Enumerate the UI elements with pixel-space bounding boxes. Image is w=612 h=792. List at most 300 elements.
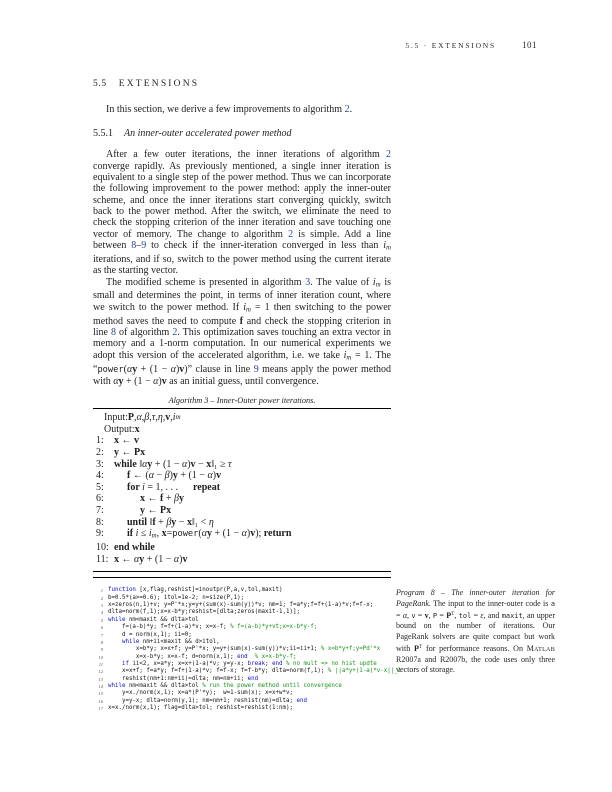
text-segment: x xyxy=(161,528,167,540)
text-segment: P xyxy=(432,612,438,621)
text-segment: α xyxy=(173,553,180,565)
code-line-number: 3 xyxy=(100,603,103,609)
text-segment: end xyxy=(272,660,283,667)
text-segment: break xyxy=(247,660,266,667)
text-segment: 9 xyxy=(253,363,259,375)
text-segment: x xyxy=(140,493,145,505)
text-segment: d = norm(x,1); ii=0; xyxy=(108,631,192,638)
text-segment: β xyxy=(164,470,170,482)
text-segment: + xyxy=(155,516,167,528)
text-segment: τ xyxy=(227,458,232,470)
text-segment: P xyxy=(127,412,134,424)
text-segment: i xyxy=(343,349,347,361)
algorithm-line xyxy=(96,528,391,542)
text-segment: i xyxy=(383,240,387,252)
text-segment: + (1 − xyxy=(137,363,171,375)
text-segment: ) xyxy=(175,363,180,375)
text-segment: % ||a*y+(1-a)*v-x||_1 xyxy=(327,668,402,675)
text-segment: is small and determines the point, in terms of inner iteration count, where we switch to the power method. If xyxy=(93,276,392,313)
code-line xyxy=(93,595,393,602)
text-segment: 3 xyxy=(305,276,311,288)
code-line-number: 16 xyxy=(98,698,103,704)
text-segment: α xyxy=(142,458,148,470)
text-segment: − xyxy=(176,516,187,528)
text-segment: tol xyxy=(458,612,472,621)
subsection-number: 5.5.1 xyxy=(93,128,113,140)
code-line xyxy=(93,609,393,616)
algorithm-input-line xyxy=(96,412,391,424)
text-segment: Px xyxy=(134,447,146,458)
text-segment: + (1 − xyxy=(177,470,208,482)
text-segment: Program 8 – The inner-outer iteration for PageRank. xyxy=(396,588,555,608)
text-segment: Px xyxy=(160,504,172,516)
text-segment: ≤ xyxy=(138,528,149,540)
text-segment: i xyxy=(172,412,176,424)
text-segment: β xyxy=(144,412,150,424)
text-segment: T xyxy=(451,611,455,618)
text-segment: f xyxy=(152,516,156,528)
text-segment: if xyxy=(121,660,129,667)
algorithm-line xyxy=(96,542,391,554)
text-segment: y xyxy=(172,470,178,482)
text-segment: ← xyxy=(119,435,134,447)
text-segment: = 1, . . . xyxy=(144,481,194,493)
text-segment: After a few outer iterations, the inner iterations of algorithm xyxy=(106,149,386,161)
text-segment: x=b*y; x=x+f; y=P'*x; y=y+(sum(x)-sum(y))*v;ii=ii+1; xyxy=(108,646,321,653)
text-segment: . xyxy=(349,104,353,115)
text-segment: m xyxy=(386,244,391,252)
text-segment: m xyxy=(375,281,381,289)
text-segment: η xyxy=(157,412,163,424)
text-segment: nm<maxit && dlta>tol xyxy=(125,616,199,623)
text-segment: end xyxy=(296,697,307,704)
text-segment: ← xyxy=(145,493,160,505)
text-segment: + (1 − xyxy=(123,375,154,387)
running-title: 5.5 · EXTENSIONS xyxy=(405,41,496,50)
text-segment: α xyxy=(181,458,188,470)
subsection-heading xyxy=(93,128,391,139)
text-segment: end xyxy=(237,653,248,660)
code-line xyxy=(93,646,393,653)
text-segment: m xyxy=(346,354,352,362)
text-segment: x xyxy=(114,435,119,447)
code-line-content xyxy=(108,654,297,661)
text-segment: , xyxy=(156,528,162,540)
text-segment: function xyxy=(108,587,136,594)
text-segment: y xyxy=(147,458,153,470)
code-line-content xyxy=(108,595,244,602)
text-segment: repeat xyxy=(193,481,221,493)
text-segment: m xyxy=(246,306,251,314)
algorithm-line-content xyxy=(114,505,171,517)
text-segment: . This optimization saves touching an extra vector in memory and a 1-norm computation. In our numerical experiments we adopt this version of the accelerated algorithm, i.e. we take xyxy=(93,327,392,361)
text-segment: 9 xyxy=(141,240,147,252)
text-segment: α xyxy=(170,363,176,375)
text-segment: x xyxy=(134,423,140,435)
algorithm-line-number: 10: xyxy=(96,542,109,554)
algorithm-line-number: 9: xyxy=(96,528,104,540)
text-segment: ) xyxy=(212,470,217,482)
text-segment: ) xyxy=(158,375,162,387)
text-segment: x=x+f; f=a*y; f=f+(1-a)*v; f=f-x; f=f-b*y; dlta=norm(f,1); xyxy=(108,668,328,675)
text-segment: i xyxy=(148,528,152,540)
text-segment: + (1 − xyxy=(144,553,174,565)
text-segment: P xyxy=(414,644,419,654)
algorithm-line-number: 6: xyxy=(96,493,104,505)
text-segment: i xyxy=(142,481,145,493)
text-segment: , xyxy=(407,611,412,621)
text-segment: reshist(nm+1:nm+ii)=dlta; nm=nm+ii; xyxy=(108,675,248,682)
algorithm-line xyxy=(96,470,391,482)
code-line-number: 13 xyxy=(98,676,103,682)
text-segment: ‖₁ < xyxy=(191,516,209,528)
text-segment: . The value of xyxy=(310,276,373,288)
text-segment: end xyxy=(247,675,259,682)
running-header xyxy=(93,40,537,50)
algorithm-box xyxy=(93,396,391,578)
text-segment: ε xyxy=(480,611,484,621)
algorithm-line-number: 5: xyxy=(96,481,104,493)
subsection-title: An inner-outer accelerated power method xyxy=(124,128,292,140)
text-segment: Matlab xyxy=(526,644,555,654)
text-segment: % f=(a-b)*y+vt;x=x-b*y-f; xyxy=(230,624,318,631)
text-segment: y xyxy=(140,504,145,516)
text-segment: is simple. Add a line between xyxy=(93,228,391,252)
text-segment: v xyxy=(411,612,416,621)
text-segment: ( xyxy=(198,528,202,540)
text-segment: nm<maxit && dlta>tol xyxy=(125,682,203,689)
text-segment: y xyxy=(178,493,184,505)
text-segment: x xyxy=(186,516,192,528)
text-segment: % x=b*y+f;y=Pd'*x xyxy=(320,646,381,653)
text-segment: power xyxy=(172,529,199,540)
text-segment: while xyxy=(108,616,126,623)
section-title: EXTENSIONS xyxy=(118,79,200,89)
text-segment: v xyxy=(165,412,171,424)
text-segment: and check the stopping criterion in line xyxy=(93,315,391,338)
code-line xyxy=(93,661,393,668)
text-segment: m xyxy=(151,532,157,540)
text-segment: i xyxy=(243,301,247,313)
text-segment: – xyxy=(136,240,142,252)
text-segment: T xyxy=(418,644,423,651)
code-line-number: 15 xyxy=(98,691,103,697)
code-line-content xyxy=(108,602,373,609)
text-segment: while xyxy=(108,682,126,689)
text-segment: y=y-x; dlta=norm(y,1); nm=nm+1; reshist(nm)=dlta; xyxy=(108,697,297,704)
code-line xyxy=(93,690,393,697)
text-segment: 2 xyxy=(344,104,350,115)
text-segment: α xyxy=(126,363,133,375)
text-segment: nm+ii<maxit && d>itol, xyxy=(139,638,220,645)
text-segment: v xyxy=(161,375,167,387)
code-line-content xyxy=(108,668,401,675)
text-segment: , xyxy=(170,412,173,424)
text-segment: ii<2, x=a*y; x=x+(1-a)*v; y=y-x; xyxy=(128,660,248,667)
text-segment: for performance reasons. On xyxy=(422,644,527,654)
code-line-number: 11 xyxy=(98,661,103,667)
text-segment: The input to the inner-outer code is xyxy=(430,598,551,608)
code-line-content xyxy=(108,676,258,683)
code-line xyxy=(93,587,393,594)
code-line-content xyxy=(108,698,307,705)
algorithm-line-number: 1: xyxy=(96,435,104,447)
text-segment: α xyxy=(207,470,213,482)
code-line-content xyxy=(108,587,283,594)
text-segment: y xyxy=(171,516,177,528)
code-line-number: 4 xyxy=(100,610,103,616)
code-line xyxy=(93,624,393,631)
section-number: 5.5 xyxy=(93,79,107,89)
algorithm-caption: Algorithm 3 – Inner-Outer power iterations. xyxy=(168,396,316,406)
code-line-content xyxy=(108,617,199,624)
text-segment: v xyxy=(134,435,139,447)
algorithm-line-content xyxy=(114,493,184,505)
algorithm-line-content xyxy=(114,470,221,482)
code-line xyxy=(93,698,393,705)
code-line xyxy=(93,632,393,639)
text-segment: 2 xyxy=(386,149,391,161)
text-segment: ) xyxy=(169,470,173,482)
text-segment: a xyxy=(550,599,555,608)
text-segment: for xyxy=(127,481,143,493)
section-heading xyxy=(93,79,391,89)
code-line xyxy=(93,683,393,690)
algorithm-line-number: 11: xyxy=(96,553,109,565)
text-segment: , xyxy=(454,611,459,621)
text-segment: iterations, and if so, switch to the power method using the current iterate as the starting vector. xyxy=(93,253,391,277)
code-listing xyxy=(93,587,402,712)
text-segment: α xyxy=(148,470,154,482)
text-column xyxy=(93,79,555,712)
text-segment: 2 xyxy=(288,228,294,240)
text-segment: ‖₁ ≥ xyxy=(211,458,228,470)
text-segment: f xyxy=(239,315,244,327)
text-segment: ); xyxy=(255,528,264,540)
code-line-number: 7 xyxy=(100,632,103,638)
text-segment: ) xyxy=(179,553,183,565)
text-segment: v xyxy=(216,470,222,482)
text-segment: dlta=norm(f,1);x=x-b*y;reshist=[dlta;zeros(maxit-1,1)]; xyxy=(108,609,300,616)
algorithm-lines xyxy=(96,435,391,565)
text-segment: y xyxy=(206,528,212,540)
text-segment: β xyxy=(166,516,172,528)
text-segment xyxy=(248,654,255,660)
text-segment: R2007a and R2007b, the code uses only three vectors of storage. xyxy=(396,654,555,674)
page-number: 101 xyxy=(522,40,537,50)
text-segment: % no mult => no hist updte xyxy=(286,660,377,667)
text-segment: , an upper bound on the number of iterations. Our PageRank solvers are quite compact but work with xyxy=(396,611,555,654)
text-segment: P xyxy=(446,611,452,621)
algorithm-line-number: 2: xyxy=(96,447,104,458)
algorithm-line-content xyxy=(114,447,145,459)
text-segment: maxit xyxy=(501,612,523,621)
text-segment: α xyxy=(136,412,142,424)
algorithm-line-number: 7: xyxy=(96,504,104,516)
code-line-content xyxy=(108,683,342,690)
code-line-content xyxy=(108,705,293,712)
text-segment: 2 xyxy=(172,327,178,338)
text-segment xyxy=(108,661,122,667)
text-segment: − xyxy=(195,458,207,470)
text-segment: % x=x-b*y-f; xyxy=(254,653,297,660)
algorithm-line xyxy=(96,493,391,505)
code-line-number: 8 xyxy=(100,639,103,645)
text-segment: % run the power method until convergence xyxy=(202,682,342,689)
code-line xyxy=(93,668,402,675)
text-segment: f xyxy=(160,493,164,505)
algorithm-line-content xyxy=(114,459,232,471)
text-segment: = xyxy=(396,611,403,621)
text-segment: y xyxy=(114,447,119,458)
text-segment: power xyxy=(97,364,124,375)
text-segment: x=zeros(n,1)+v; y=P'*x;y=y+(sum(x)-sum(y))*v; nm=1; f=a*y;f=f+(1-a)*v;f=f-x; xyxy=(108,602,374,609)
code-line-number: 10 xyxy=(98,654,103,660)
algorithm-line-content xyxy=(114,435,139,447)
algorithm-line-content xyxy=(114,517,214,529)
intro-paragraph xyxy=(93,104,391,115)
text-segment: ‖ xyxy=(147,516,153,528)
text-segment: means apply the power method with xyxy=(93,363,391,387)
algorithm-line xyxy=(96,482,391,494)
code-line xyxy=(93,602,393,609)
algorithm-line xyxy=(96,459,391,471)
text-segment: β xyxy=(173,493,179,505)
algorithm-line-content xyxy=(114,482,220,494)
text-segment: , xyxy=(149,412,152,424)
text-segment: x xyxy=(206,458,212,470)
text-segment: f=(a-b)*y; f=f+(1-a)*v; x=x-f; xyxy=(108,624,231,631)
text-segment: f xyxy=(127,470,131,482)
text-segment: α xyxy=(113,375,119,387)
algorithm-line xyxy=(96,517,391,529)
text-segment: = xyxy=(437,611,447,621)
text-segment: τ xyxy=(151,412,156,424)
code-line-content xyxy=(108,639,220,646)
text-segment: end while xyxy=(114,542,155,554)
code-line-content xyxy=(108,624,317,631)
text-segment: + (1 − xyxy=(152,458,182,470)
text-segment: y xyxy=(132,363,138,375)
text-segment: α xyxy=(402,611,408,621)
body-paragraph-2 xyxy=(93,277,391,388)
text-segment: as an initial guess, until convergence. xyxy=(166,375,319,387)
text-segment: , xyxy=(428,611,433,621)
text-segment: α xyxy=(241,528,247,540)
code-line-number: 9 xyxy=(100,647,103,653)
text-segment: α xyxy=(153,375,159,387)
text-segment: ← xyxy=(145,504,160,516)
text-segment: = xyxy=(415,611,425,621)
body-paragraph-1 xyxy=(93,149,391,276)
text-segment: ‖ xyxy=(136,458,143,470)
text-segment: = xyxy=(471,611,481,621)
code-line-content xyxy=(108,661,377,668)
algorithm-line-content xyxy=(114,528,291,542)
text-segment: ( xyxy=(123,363,127,375)
margin-note xyxy=(396,588,555,675)
text-segment: to check if the inner-iteration converged in less than xyxy=(146,240,384,252)
text-segment: = 1. The “ xyxy=(93,349,391,375)
text-segment: α xyxy=(134,553,140,565)
text-segment: y xyxy=(118,375,124,387)
text-segment: , xyxy=(134,412,137,424)
listing-top-rule xyxy=(93,577,391,578)
text-segment: x=x./norm(x,1); flag=dlta>tol; reshist=reshist(1:nm); xyxy=(108,704,293,711)
algorithm-line-number: 4: xyxy=(96,470,104,482)
text-segment: ) xyxy=(246,528,251,540)
text-segment: return xyxy=(263,528,292,540)
code-line-content xyxy=(108,690,293,697)
text-segment: v xyxy=(190,458,196,470)
text-segment: , xyxy=(162,412,166,424)
text-segment: y xyxy=(139,553,145,565)
text-segment: 8 xyxy=(111,327,117,338)
text-segment: ) xyxy=(187,458,191,470)
text-segment: , and xyxy=(483,611,502,621)
text-segment: x=x-b*y; x=x-f; d=norm(x,1); xyxy=(108,653,238,660)
algorithm-line xyxy=(96,554,391,566)
text-segment: [x,flag,reshist]=inoutpr(P,a,v,tol,maxit) xyxy=(135,587,283,594)
algorithm-line xyxy=(96,505,391,517)
text-segment: Input: xyxy=(104,412,128,424)
program-section xyxy=(93,587,555,712)
code-line-number: 12 xyxy=(98,669,103,675)
code-line-content xyxy=(108,609,300,616)
text-segment: y=x./norm(x,1); x=a*(P'*y); w=1-sum(x); x=x+w*v; xyxy=(108,690,293,697)
text-segment: b=0.5*(a>=0.6); itol=1e-2; n=size(P,1); xyxy=(108,594,245,601)
code-line-number: 14 xyxy=(98,683,103,689)
code-line xyxy=(93,654,393,661)
text-segment: m xyxy=(175,414,181,422)
text-segment: until xyxy=(127,516,148,528)
text-segment: )” clause in line xyxy=(184,363,254,375)
text-segment: of algorithm xyxy=(116,327,173,338)
text-segment: 8 xyxy=(131,240,137,252)
algorithm-line xyxy=(96,447,391,459)
code-line xyxy=(93,676,393,683)
code-line-number: 6 xyxy=(100,625,103,631)
code-line-number: 17 xyxy=(98,705,103,711)
text-segment xyxy=(108,639,122,645)
text-segment: The modified scheme is presented in algorithm xyxy=(106,276,306,288)
text-segment: v xyxy=(179,363,185,375)
code-line xyxy=(93,639,393,646)
text-segment: v xyxy=(424,611,429,621)
code-line xyxy=(93,705,393,712)
text-segment: while xyxy=(121,638,140,645)
algorithm-body xyxy=(93,409,391,568)
text-segment: ← xyxy=(119,447,134,458)
code-line-content xyxy=(108,646,380,653)
text-segment: , xyxy=(141,412,145,424)
text-segment: ; xyxy=(265,660,273,667)
text-segment: − xyxy=(153,470,165,482)
algorithm-line-content xyxy=(114,542,155,554)
text-segment: x xyxy=(114,553,119,565)
code-line-content xyxy=(108,632,192,639)
text-segment: converge rapidly. As previously mentioned, a single inner iteration is equivalent to a single step of the power method. Thus we can incorporate the following improvement to the power method: apply the inner-outer scheme, and once the inner iterations start converging quickly, switch back to the power method. After the switch, we eliminate the need to check the stopping criterion of the inner iteration and save touching one vector of memory. The change to algorithm xyxy=(93,160,391,240)
text-segment: Output: xyxy=(104,423,135,435)
text-segment: i xyxy=(372,276,376,288)
text-segment: = xyxy=(166,528,173,540)
text-segment: while xyxy=(114,458,137,470)
algorithm-bottom-rule xyxy=(93,571,391,572)
code-line-number: 5 xyxy=(100,617,103,623)
text-segment: In this section, we derive a few improvements to algorithm xyxy=(106,104,345,115)
algorithm-line-number: 3: xyxy=(96,458,104,470)
text-segment: ← ( xyxy=(130,470,149,482)
